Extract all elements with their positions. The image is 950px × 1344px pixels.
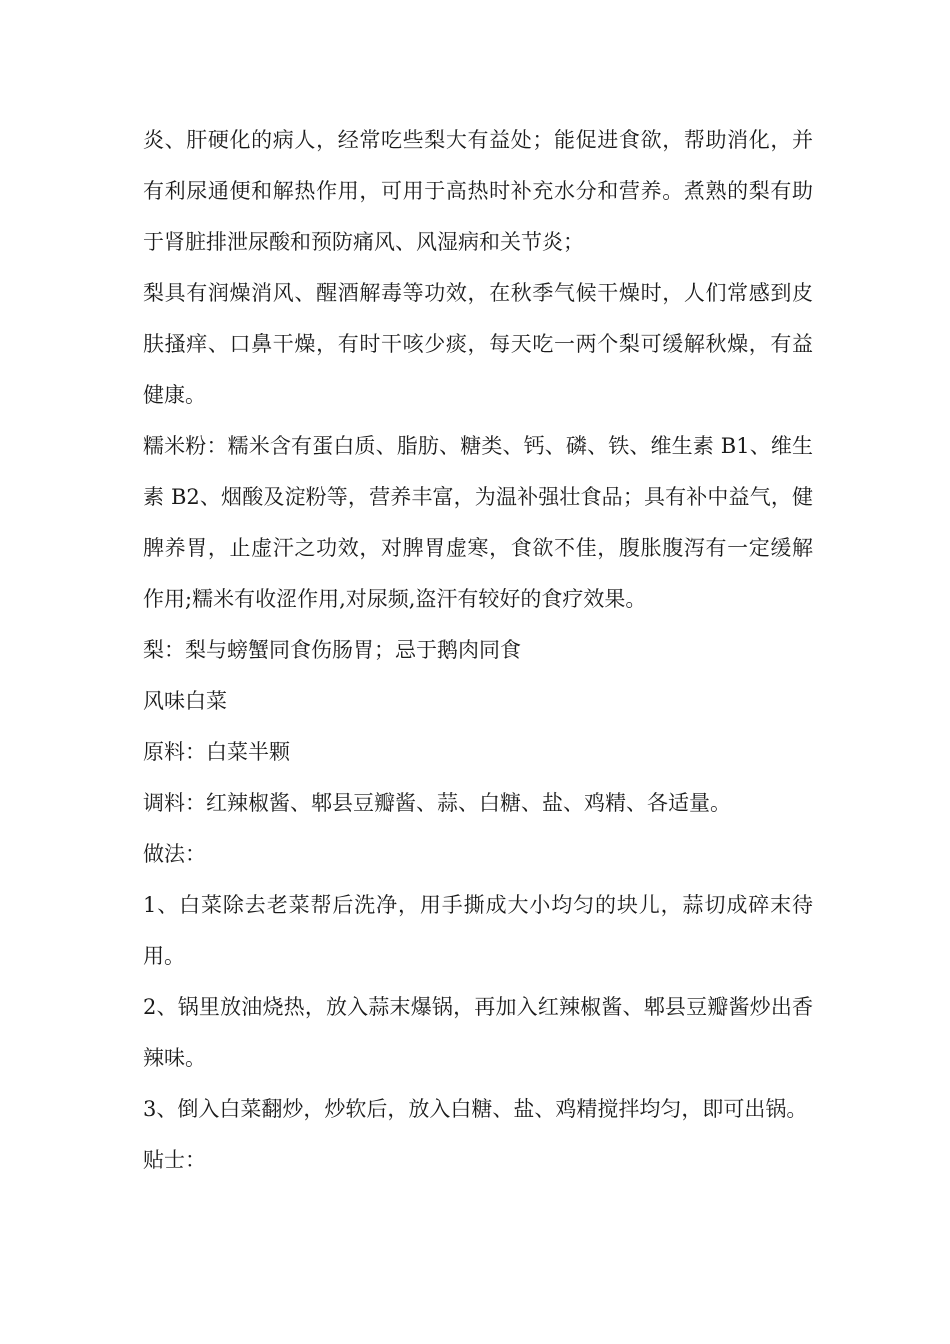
paragraph-glutinous-rice-flour: 糯米粉：糯米含有蛋白质、脂肪、糖类、钙、磷、铁、维生素 B1、维生素 B2、烟酸及淀粉等，营养丰富，为温补强壮食品；具有补中益气，健脾养胃，止虚汗之功效，对脾胃虚寒，食欲不佳，腹胀腹泻有一定缓解作用;糯米有收涩作用,对尿频,盗汗有较好的食疗效果。 [143,434,813,611]
recipe-tips-heading: 贴士： [143,1148,206,1172]
paragraph-pear-liver-benefits: 炎、肝硬化的病人，经常吃些梨大有益处；能促进食欲，帮助消化，并有利尿通便和解热作用，可用于高热时补充水分和营养。煮熟的梨有助于肾脏排泄尿酸和预防痛风、风湿病和关节炎； [143,128,813,254]
recipe-ingredients: 原料：白菜半颗 [143,740,290,764]
paragraph-pear-dryness: 梨具有润燥消风、醒酒解毒等功效，在秋季气候干燥时，人们常感到皮肤搔痒、口鼻干燥，有时干咳少痰，每天吃一两个梨可缓解秋燥，有益健康。 [143,281,813,407]
recipe-step-1: 1、白菜除去老菜帮后洗净，用手撕成大小均匀的块儿，蒜切成碎末待用。 [143,893,813,968]
recipe-method-heading: 做法： [143,842,206,866]
recipe-step-2: 2、锅里放油烧热，放入蒜末爆锅，再加入红辣椒酱、郫县豆瓣酱炒出香辣味。 [143,995,813,1070]
document-body [143,115,813,1186]
recipe-seasonings: 调料：红辣椒酱、郫县豆瓣酱、蒜、白糖、盐、鸡精、各适量。 [143,791,731,815]
recipe-step-3: 3、倒入白菜翻炒，炒软后，放入白糖、盐、鸡精搅拌均匀，即可出锅。 [143,1097,808,1121]
recipe-title: 风味白菜 [143,689,227,713]
paragraph-pear-taboo: 梨：梨与螃蟹同食伤肠胃；忌于鹅肉同食 [143,638,521,662]
